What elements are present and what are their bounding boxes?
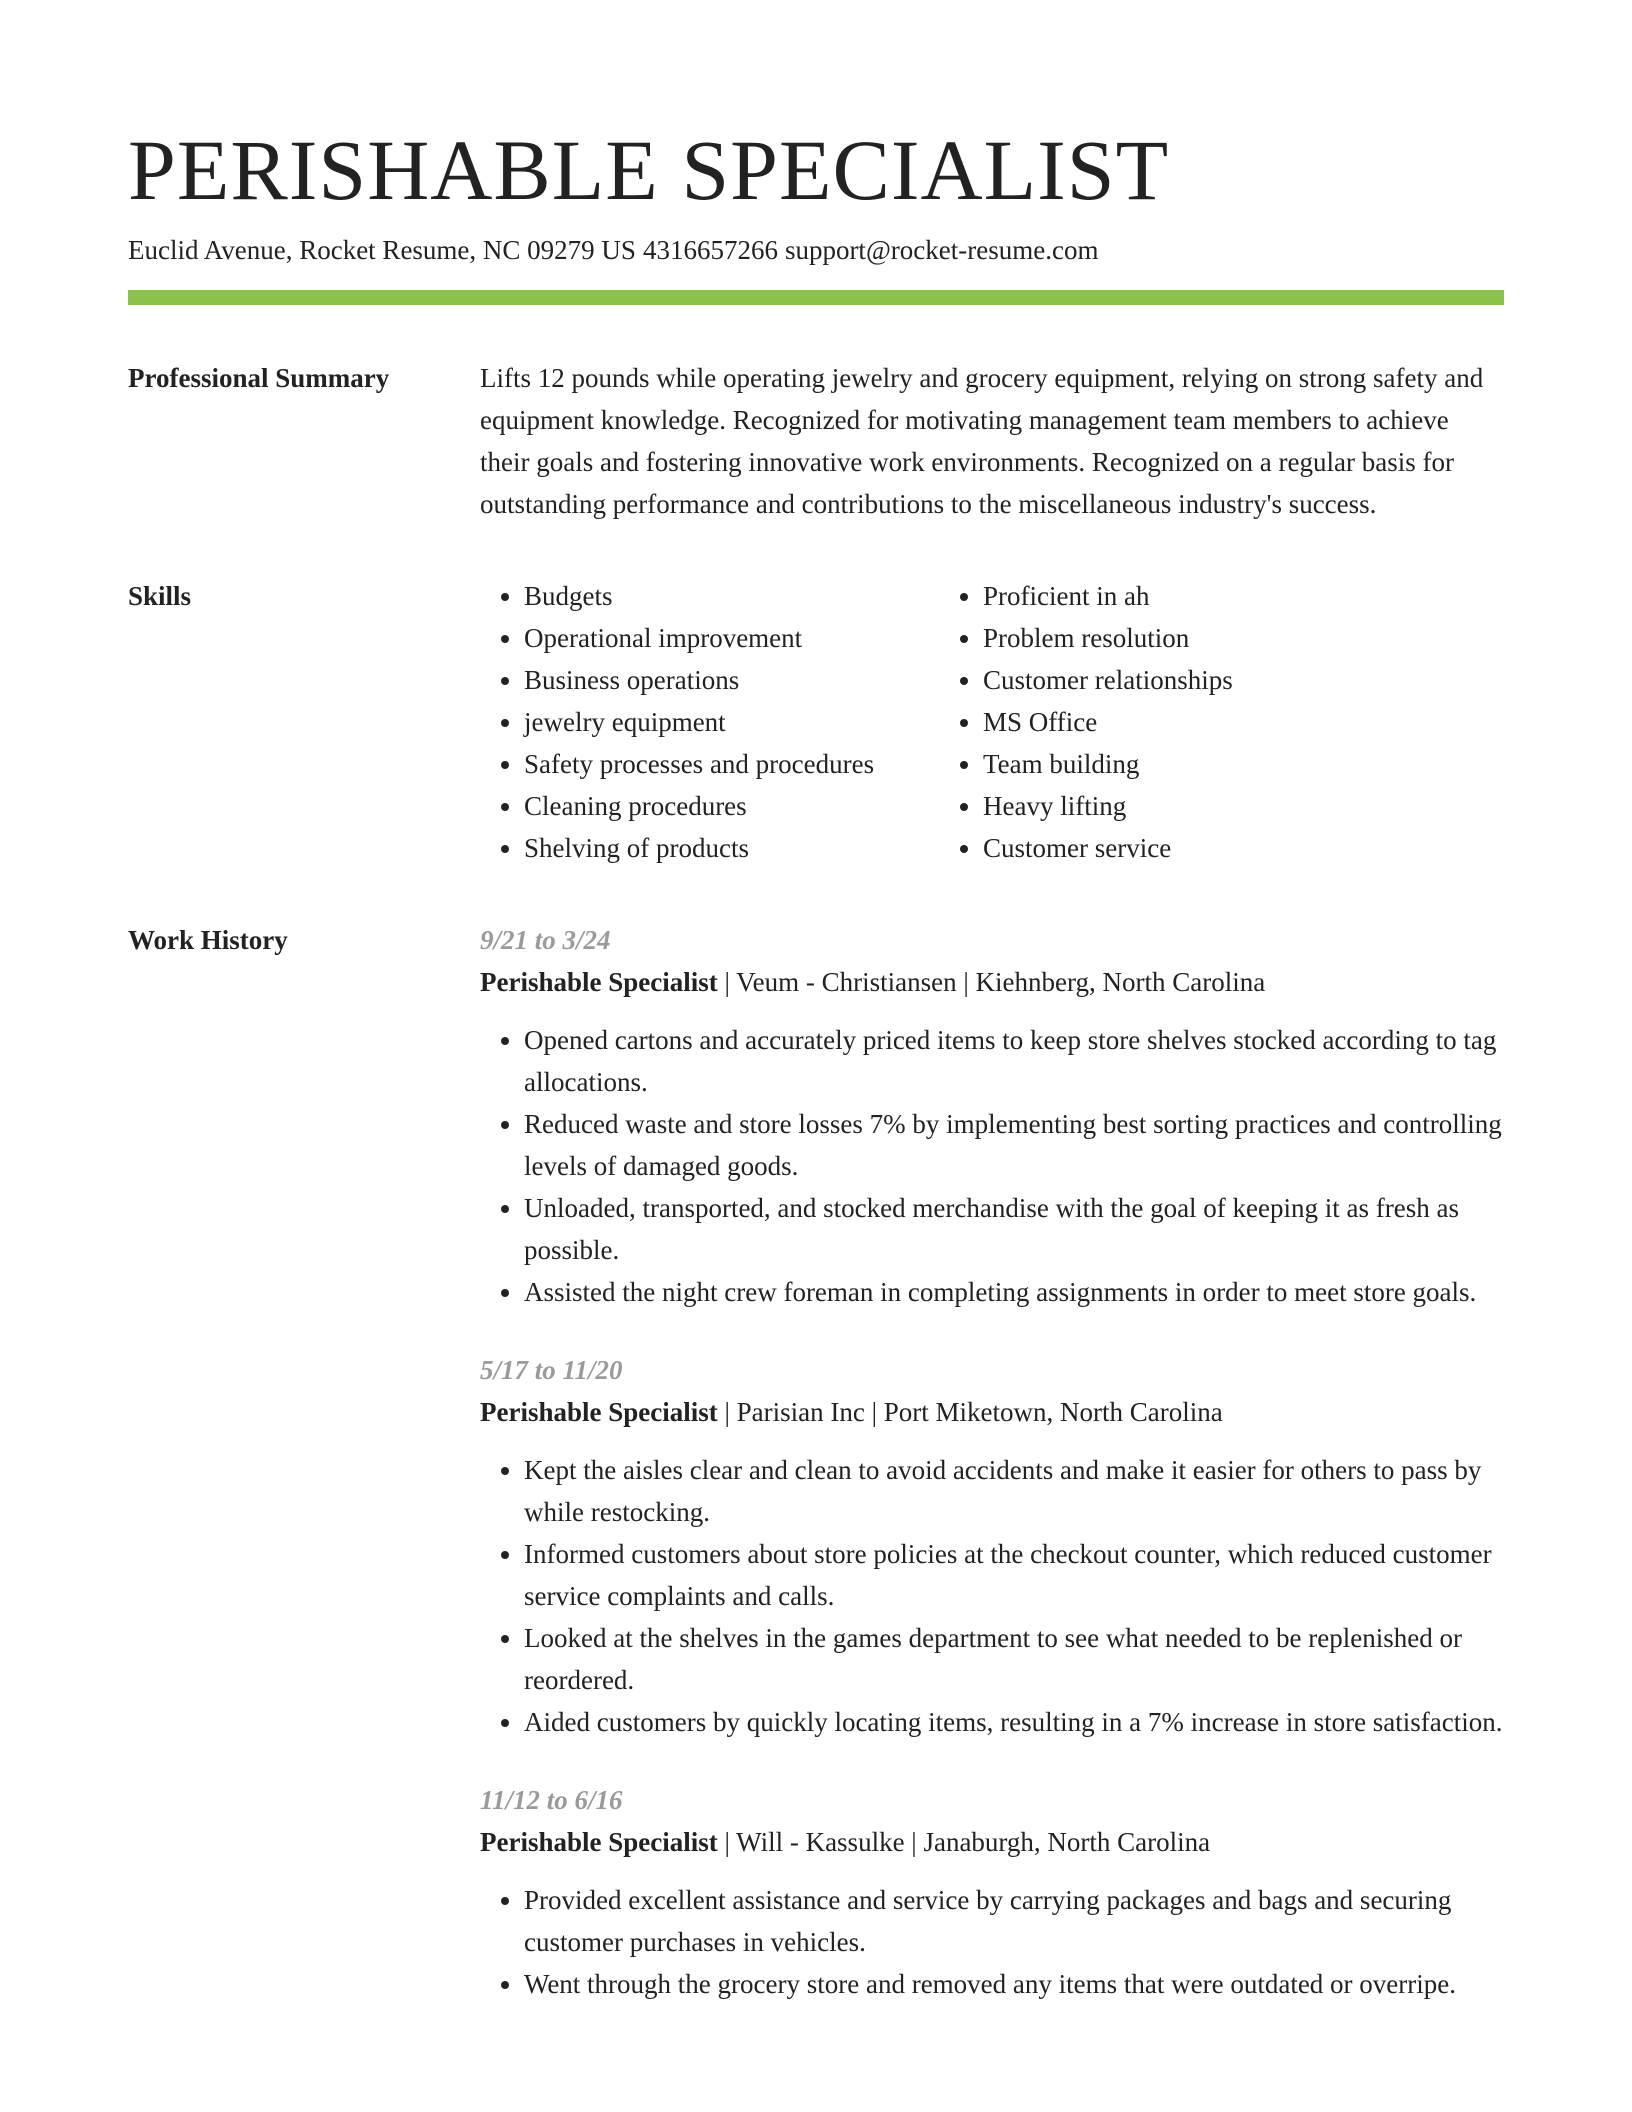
job-employer-location: | Will - Kassulke | Janaburgh, North Carolina	[717, 1827, 1211, 1857]
job-bullet: • Assisted the night crew foreman in completing assignments in order to meet store goals.	[524, 1271, 1504, 1313]
skill-item: • Problem resolution	[983, 617, 1233, 659]
email: support@rocket-resume.com	[784, 235, 1099, 265]
job-bullet: • Informed customers about store policies at the checkout counter, which reduced customer service complaints and calls.	[524, 1533, 1504, 1617]
job-bullet: • Opened cartons and accurately priced items to keep store shelves stocked according to tag allocations.	[524, 1019, 1504, 1103]
skill-item: • jewelry equipment	[524, 701, 939, 743]
skills-list	[480, 575, 1504, 869]
job-bullet: • Unloaded, transported, and stocked merchandise with the goal of keeping it as fresh as possible.	[524, 1187, 1504, 1271]
skill-item: • MS Office	[983, 701, 1233, 743]
address: Euclid Avenue, Rocket Resume, NC 09279 US	[128, 235, 636, 265]
job-bullet: • Reduced waste and store losses 7% by implementing best sorting practices and controlling levels of damaged goods.	[524, 1103, 1504, 1187]
section-title-summary: Professional Summary	[128, 363, 390, 393]
job-bullets	[480, 1449, 1504, 1743]
job-bullets	[480, 1879, 1504, 2005]
section-title-work-history: Work History	[128, 925, 288, 955]
job-heading	[480, 1821, 1504, 1863]
skill-item: • Proficient in ah	[983, 575, 1233, 617]
skill-item: • Shelving of products	[524, 827, 939, 869]
job-entry	[480, 1349, 1504, 1743]
job-bullet: • Looked at the shelves in the games department to see what needed to be replenished or reordered.	[524, 1617, 1504, 1701]
phone: 4316657266	[642, 235, 778, 265]
job-entry	[480, 919, 1504, 1313]
job-title: Perishable Specialist	[480, 1397, 718, 1427]
skill-item: • Team building	[983, 743, 1233, 785]
header-divider	[128, 290, 1504, 305]
candidate-name: PERISHABLE SPECIALIST	[128, 122, 1170, 218]
summary-text: Lifts 12 pounds while operating jewelry and grocery equipment, relying on strong safety and equipment knowledge. Recognized for motivating management team members to achieve their goals and fostering innovative work environments. Recognized on a regular basis for outstanding performance and contributions to the miscellaneous industry's success.	[480, 363, 1484, 519]
skill-item: • Business operations	[524, 659, 939, 701]
skills-section	[128, 575, 1504, 869]
contact-line	[128, 232, 1504, 268]
job-dates: 11/12 to 6/16	[480, 1785, 623, 1815]
job-dates: 5/17 to 11/20	[480, 1355, 623, 1385]
job-bullets	[480, 1019, 1504, 1313]
job-heading	[480, 961, 1504, 1003]
job-title: Perishable Specialist	[480, 967, 718, 997]
job-employer-location: | Veum - Christiansen | Kiehnberg, North Carolina	[717, 967, 1266, 997]
skill-item: • Customer service	[983, 827, 1233, 869]
section-title-skills: Skills	[128, 581, 192, 611]
job-bullet: • Kept the aisles clear and clean to avoid accidents and make it easier for others to pass by while restocking.	[524, 1449, 1504, 1533]
skills-column-2	[939, 575, 1233, 869]
skill-item: • Cleaning procedures	[524, 785, 939, 827]
skills-column-1	[480, 575, 939, 869]
job-bullet: • Aided customers by quickly locating items, resulting in a 7% increase in store satisfaction.	[524, 1701, 1504, 1743]
summary-section	[128, 357, 1504, 525]
skill-item: • Budgets	[524, 575, 939, 617]
job-bullet: • Went through the grocery store and removed any items that were outdated or overripe.	[524, 1963, 1504, 2005]
skill-item: • Customer relationships	[983, 659, 1233, 701]
skill-item: • Operational improvement	[524, 617, 939, 659]
job-dates: 9/21 to 3/24	[480, 925, 611, 955]
skill-item: • Safety processes and procedures	[524, 743, 939, 785]
work-history-section	[128, 919, 1504, 2041]
job-title: Perishable Specialist	[480, 1827, 718, 1857]
job-employer-location: | Parisian Inc | Port Miketown, North Carolina	[717, 1397, 1223, 1427]
job-heading	[480, 1391, 1504, 1433]
job-entry	[480, 1779, 1504, 2005]
skill-item: • Heavy lifting	[983, 785, 1233, 827]
job-bullet: • Provided excellent assistance and service by carrying packages and bags and securing customer purchases in vehicles.	[524, 1879, 1504, 1963]
